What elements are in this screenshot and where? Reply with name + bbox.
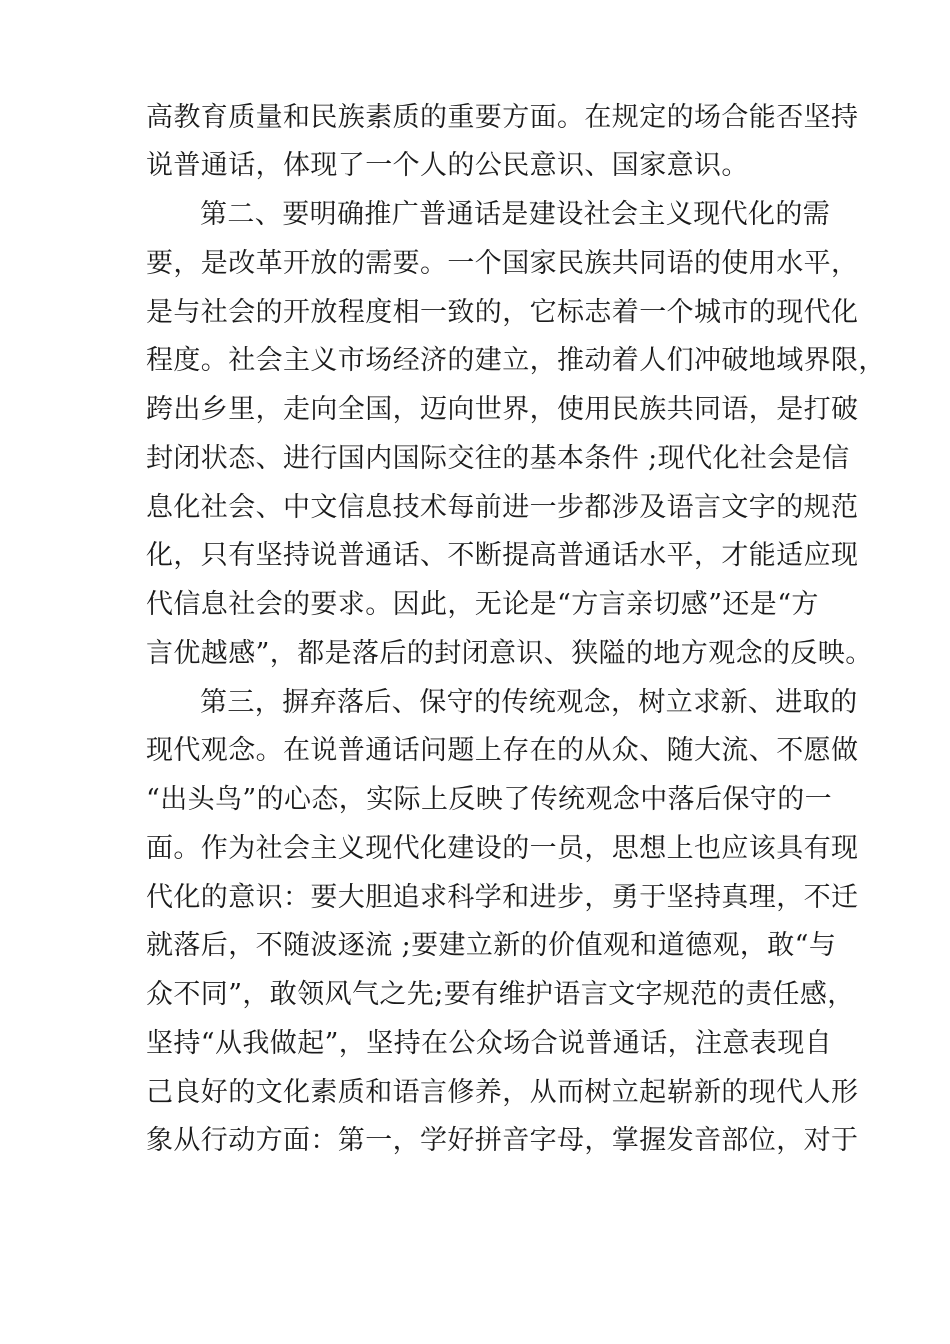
text-line: 跨出乡里，走向全国，迈向世界，使用民族共同语，是打破 (146, 394, 859, 425)
text-line: 要，是改革开放的需要。一个国家民族共同语的使用水平， (146, 248, 859, 279)
text-line: 封闭状态、进行国内国际交往的基本条件 ;现代化社会是信 (146, 443, 850, 474)
text-line: 坚持“从我做起”，坚持在公众场合说普通话，注意表现自 (146, 1028, 833, 1059)
text-line: 高教育质量和民族素质的重要方面。在规定的场合能否坚持 (146, 102, 859, 133)
text-line: 程度。社会主义市场经济的建立，推动着人们冲破地域界限， (146, 345, 886, 376)
text-line: 众不同”，敢领风气之先;要有维护语言文字规范的责任感， (146, 979, 855, 1010)
text-line: 说普通话，体现了一个人的公民意识、国家意识。 (146, 150, 749, 181)
paragraph-start-line: 第三，摒弃落后、保守的传统观念，树立求新、进取的 (200, 687, 858, 718)
text-line: 象从行动方面：第一，学好拼音字母，掌握发音部位，对于 (146, 1125, 859, 1156)
text-line: 言优越感”，都是落后的封闭意识、狭隘的地方观念的反映。 (146, 638, 873, 669)
text-line: “出头鸟”的心态，实际上反映了传统观念中落后保守的一 (146, 784, 833, 815)
text-line: 息化社会、中文信息技术每前进一步都涉及语言文字的规范 (146, 492, 859, 523)
text-line: 面。作为社会主义现代化建设的一员，思想上也应该具有现 (146, 833, 859, 864)
text-line: 现代观念。在说普通话问题上存在的从众、随大流、不愿做 (146, 735, 859, 766)
text-line: 是与社会的开放程度相一致的，它标志着一个城市的现代化 (146, 297, 859, 328)
text-line: 己良好的文化素质和语言修养，从而树立起崭新的现代人形 (146, 1077, 859, 1108)
text-line: 代信息社会的要求。因此，无论是“方言亲切感”还是“方 (146, 589, 819, 620)
paragraph-start-line: 第二、要明确推广普通话是建设社会主义现代化的需 (200, 199, 831, 230)
text-line: 代化的意识：要大胆追求科学和进步，勇于坚持真理，不迁 (146, 882, 859, 913)
text-line: 化，只有坚持说普通话、不断提高普通话水平，才能适应现 (146, 540, 859, 571)
text-line: 就落后，不随波逐流 ;要建立新的价值观和道德观，敢“与 (146, 930, 837, 961)
